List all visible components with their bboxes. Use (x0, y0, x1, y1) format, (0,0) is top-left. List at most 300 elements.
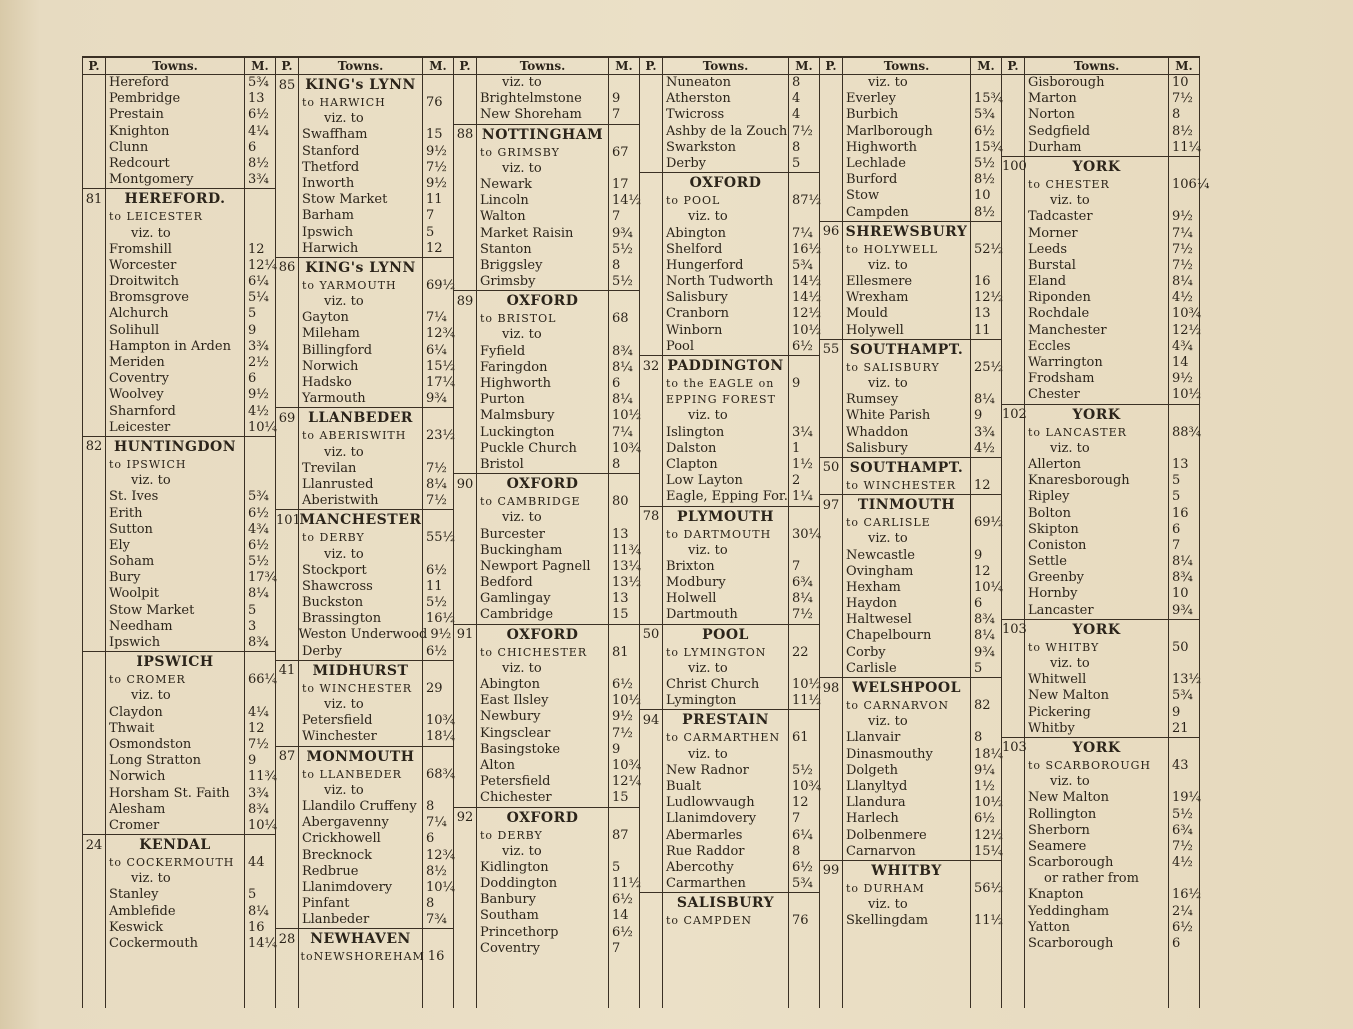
route-destination-row (820, 880, 1004, 897)
town-row (640, 241, 822, 258)
route-destination: to DERBY (480, 828, 543, 842)
spacer (276, 713, 298, 729)
route-block (820, 75, 1004, 221)
town-miles: 10½ (612, 693, 642, 709)
route-destination-row (276, 277, 456, 294)
town-row (1002, 807, 1199, 823)
town-miles: 7 (612, 209, 621, 225)
town-miles: 8¼ (612, 359, 633, 375)
spacer (276, 644, 298, 660)
town-name: Pickering (1028, 704, 1091, 720)
town-miles: 9½ (1172, 209, 1193, 225)
route-block (640, 355, 819, 506)
town-miles: 8¾ (612, 343, 633, 359)
town-name: Hadsko (302, 375, 352, 390)
town-miles: 11½ (974, 913, 1004, 929)
spacer (1002, 290, 1024, 306)
town-row (454, 107, 639, 123)
route-block (276, 407, 456, 509)
town-miles: 3¾ (974, 424, 995, 440)
town-row (83, 737, 275, 753)
town-row (454, 892, 639, 908)
spacer (276, 681, 298, 697)
town-row (276, 176, 453, 192)
town-miles: 3¾ (248, 172, 269, 188)
route-destination-row (640, 645, 819, 661)
town-name: Bedford (480, 575, 533, 591)
spacer (454, 693, 476, 709)
spacer (83, 209, 105, 225)
route-origin: POOL (702, 626, 749, 643)
spacer (83, 802, 105, 818)
town-miles: 9½ (612, 709, 633, 725)
town-name: Erith (109, 505, 143, 521)
route-heading (820, 861, 1001, 881)
spacer (820, 714, 842, 730)
town-row (820, 91, 1004, 107)
route-heading (820, 678, 1001, 698)
town-name: Brixton (666, 558, 715, 574)
town-miles: 12 (792, 795, 809, 811)
town-name: Allerton (1028, 456, 1082, 472)
town-name: Norwich (302, 358, 359, 374)
town-miles: 7½ (426, 159, 447, 175)
spacer (1169, 193, 1199, 209)
town-name: Holywell (846, 322, 904, 338)
route-origin: HEREFORD. (124, 191, 226, 208)
spacer (83, 871, 105, 887)
route-origin: YORK (1072, 739, 1121, 756)
spacer (276, 95, 298, 111)
town-miles: 5 (1172, 489, 1181, 505)
town-name: St. Ives (109, 489, 159, 505)
town-row (454, 925, 639, 941)
route-origin: PLYMOUTH (676, 508, 775, 525)
town-name: Woolvey (109, 387, 164, 403)
town-miles: 1½ (974, 778, 995, 794)
route-total-miles: 87 (612, 827, 629, 843)
town-miles: 10 (974, 188, 991, 204)
spacer (1002, 538, 1024, 554)
route-heading (276, 510, 453, 530)
town-miles: 15½ (426, 358, 456, 374)
town-miles: 8 (792, 843, 801, 859)
route-block (820, 457, 1001, 494)
town-row (820, 579, 1004, 596)
town-row (276, 627, 453, 643)
road-table (82, 56, 1210, 1008)
town-row (820, 564, 1001, 580)
town-miles: 7 (792, 558, 801, 574)
route-total-miles: 29 (426, 680, 443, 696)
town-name: Cranborn (666, 306, 730, 322)
spacer (276, 375, 298, 391)
via-label-row (820, 714, 1001, 730)
town-row (276, 563, 453, 579)
town-miles: 5¾ (248, 75, 269, 90)
town-row (276, 208, 453, 224)
via-label: viz. to (688, 209, 728, 225)
town-row (640, 306, 822, 322)
town-miles: 10¾ (792, 778, 822, 794)
spacer (423, 111, 453, 127)
towns-header: Towns. (1073, 59, 1120, 73)
spacer (640, 730, 662, 746)
via-label-row (83, 226, 275, 242)
spacer (820, 140, 842, 156)
town-row (820, 596, 1001, 612)
town-row (640, 860, 819, 876)
town-name: Christ Church (666, 677, 760, 692)
route-heading (1002, 405, 1199, 425)
town-row (454, 408, 642, 424)
town-name: Burford (846, 172, 898, 188)
town-name: Leicester (109, 419, 171, 435)
via-label-row (820, 376, 1001, 392)
spacer (1002, 177, 1024, 193)
town-miles: 11 (426, 578, 443, 594)
spacer (423, 783, 453, 799)
route-destination-row (640, 526, 822, 543)
town-miles: 7½ (1172, 241, 1193, 257)
town-miles: 2½ (248, 355, 269, 370)
towns-header: Towns. (702, 59, 749, 73)
spacer (640, 156, 662, 172)
route-destination: toNEWSHOREHAM (300, 950, 425, 964)
town-name: Amblefide (109, 903, 176, 919)
spacer (83, 323, 105, 339)
spacer (640, 258, 662, 274)
route-destination: to POOL (666, 194, 721, 208)
via-label: viz. to (688, 542, 728, 558)
town-row (820, 763, 1001, 779)
town-row (276, 579, 453, 595)
town-miles: 11¾ (612, 542, 642, 558)
town-row (820, 124, 1001, 140)
spacer (1002, 242, 1024, 258)
town-name: Abercothy (666, 859, 734, 875)
town-name: Riponden (1028, 290, 1091, 306)
town-name: Campden (846, 204, 909, 220)
town-row (454, 591, 639, 607)
route-total-miles: 67 (612, 144, 629, 160)
spacer (820, 730, 842, 746)
town-name: Winborn (666, 322, 723, 338)
town-row (454, 344, 639, 360)
spacer (276, 949, 297, 965)
town-miles: 6¼ (248, 274, 269, 290)
spacer (820, 376, 842, 392)
town-name: Abermarles (666, 827, 743, 843)
town-row (454, 376, 639, 392)
via-label-row (820, 531, 1001, 547)
spacer (83, 936, 105, 952)
route-destination-row (276, 95, 453, 111)
spacer (454, 344, 476, 360)
town-row (1002, 457, 1199, 473)
spacer (454, 425, 476, 441)
town-name: Chester (1028, 387, 1080, 403)
town-row (83, 91, 275, 107)
spacer (1002, 226, 1024, 242)
spacer (83, 737, 105, 753)
route-heading (640, 710, 819, 730)
spacer (83, 290, 105, 306)
spacer (820, 645, 842, 661)
route-page-number: 28 (278, 931, 296, 947)
route-origin: SHREWSBURY (845, 223, 968, 240)
spacer (640, 527, 662, 543)
town-name: Kidlington (480, 859, 549, 875)
town-miles: 5 (248, 602, 257, 618)
spacer (83, 554, 105, 570)
town-miles: 5¾ (1172, 688, 1193, 704)
route-destination: to CAMBRIDGE (480, 495, 581, 509)
town-row (276, 815, 453, 831)
town-row (820, 548, 1001, 564)
town-row (83, 404, 275, 420)
town-name: Llanvair (846, 730, 901, 746)
town-miles: 3¼ (792, 424, 813, 440)
town-name: Llanrusted (302, 476, 374, 492)
spacer (1002, 936, 1024, 952)
spacer (1002, 570, 1024, 586)
spacer (454, 226, 476, 242)
spacer (83, 75, 105, 91)
town-name: Gamlingay (480, 591, 551, 607)
town-row (276, 343, 453, 359)
route-destination-row (820, 359, 1004, 376)
spacer (245, 688, 275, 704)
town-name: Llanbeder (302, 912, 370, 928)
town-name: Stanton (480, 241, 532, 257)
route-block (276, 75, 453, 257)
route-page-number: 85 (278, 77, 296, 93)
town-name: Durham (1028, 139, 1082, 155)
town-miles: 8¾ (974, 612, 995, 628)
via-label-row (1002, 441, 1199, 457)
spacer (454, 510, 476, 526)
town-name: Cromer (109, 817, 160, 833)
town-row (640, 763, 819, 779)
route-origin: IPSWICH (136, 654, 214, 671)
spacer (83, 603, 105, 619)
town-row (83, 257, 278, 274)
town-row (454, 360, 639, 376)
town-miles: 4 (792, 91, 801, 107)
route-page-number: 32 (642, 358, 660, 374)
town-name: Wrexham (846, 290, 909, 306)
town-miles: 5¾ (792, 257, 813, 273)
town-miles: 21 (1172, 720, 1189, 736)
route-origin: YORK (1072, 621, 1121, 638)
town-row (454, 607, 639, 623)
town-miles: 8 (1172, 107, 1181, 123)
town-miles: 2 (792, 473, 801, 489)
town-name: Derby (302, 643, 342, 659)
spacer (971, 897, 1001, 913)
via-label-row (1002, 656, 1199, 672)
town-miles: 9¾ (1172, 602, 1193, 618)
town-name: Abergavenny (302, 815, 389, 831)
town-miles: 7 (1172, 537, 1181, 553)
spacer (640, 828, 662, 844)
route-destination-row (1002, 424, 1202, 441)
spacer (454, 876, 476, 892)
spacer (640, 306, 662, 322)
town-miles: 9 (612, 91, 621, 107)
town-name: Weston Underwood (298, 627, 428, 643)
route-page-number: 97 (822, 497, 840, 513)
town-name: Whaddon (846, 424, 909, 440)
route-block (83, 651, 278, 834)
town-miles: 9½ (1172, 371, 1193, 387)
spacer (1002, 688, 1024, 704)
route-page-number: 103 (1002, 622, 1027, 638)
route-destination: to CARNARVON (846, 699, 950, 712)
route-destination-row (276, 949, 453, 965)
town-miles: 5½ (792, 762, 813, 778)
town-name: Long Stratton (109, 753, 202, 769)
town-row (83, 570, 278, 586)
town-row (454, 91, 639, 107)
town-miles: 18¼ (426, 729, 456, 745)
town-name: Alchurch (109, 306, 169, 322)
town-name: Newark (480, 176, 533, 192)
spacer (820, 828, 842, 844)
route-block (276, 257, 456, 408)
spacer (454, 828, 476, 844)
spacer (640, 607, 662, 623)
via-label: viz. to (868, 714, 908, 730)
via-label-row (820, 897, 1001, 913)
spacer (971, 258, 1001, 274)
route-list (640, 75, 822, 929)
town-name: Manchester (1028, 322, 1107, 338)
via-label: viz. to (324, 782, 364, 798)
town-name: Stanford (302, 143, 360, 159)
route-destination-row (83, 209, 275, 225)
spacer (454, 645, 476, 661)
spacer (971, 75, 1001, 91)
spacer (454, 392, 476, 408)
spacer (276, 767, 298, 783)
spacer (83, 887, 105, 903)
town-miles: 15 (612, 607, 629, 623)
town-name: Hereford (109, 75, 170, 90)
town-name: Brightelmstone (480, 91, 582, 107)
town-miles: 4½ (1172, 855, 1193, 871)
route-page-number: 81 (85, 191, 103, 207)
town-row (820, 795, 1004, 811)
page-header: P. (640, 58, 663, 74)
town-name: Dalston (666, 440, 717, 456)
spacer (1002, 323, 1024, 339)
via-label: viz. to (1050, 193, 1090, 209)
route-destination: to LANCASTER (1028, 425, 1127, 439)
town-miles: 10¼ (426, 879, 456, 895)
spacer (454, 527, 476, 543)
via-label: viz. to (324, 444, 364, 460)
spacer (276, 144, 298, 160)
town-name: Billingford (302, 342, 373, 358)
spacer (640, 124, 662, 140)
spacer (820, 441, 842, 457)
spacer (276, 343, 298, 359)
town-miles: 7 (612, 940, 621, 956)
spacer (83, 635, 105, 651)
miles-header: M. (422, 58, 453, 74)
town-row (83, 323, 275, 339)
spacer (83, 769, 105, 785)
town-miles: 15 (612, 790, 629, 806)
route-block (276, 509, 456, 660)
route-origin: SOUTHAMPT. (849, 459, 964, 476)
town-row (640, 425, 819, 441)
town-name: Dolgeth (846, 762, 899, 778)
town-row (83, 904, 275, 920)
spacer (1002, 91, 1024, 107)
town-name: Warrington (1028, 355, 1103, 370)
route-destination: to LYMINGTON (666, 645, 767, 659)
town-row (83, 306, 275, 322)
route-heading (276, 408, 453, 428)
town-row (640, 828, 819, 844)
town-row (83, 339, 275, 355)
town-name: Pembridge (109, 91, 181, 107)
town-miles: 10½ (792, 322, 822, 338)
spacer (276, 111, 298, 127)
town-miles: 12 (248, 241, 265, 257)
town-miles: 7½ (248, 736, 269, 752)
town-miles: 6 (248, 139, 257, 155)
town-name: Leeds (1028, 241, 1068, 257)
via-label: viz. to (502, 160, 542, 176)
town-row (454, 575, 642, 591)
route-block (640, 75, 819, 172)
spacer (276, 848, 298, 864)
spacer (83, 274, 105, 290)
town-row (1002, 705, 1199, 721)
town-row (820, 107, 1001, 123)
town-row (276, 461, 453, 477)
town-row (83, 522, 275, 538)
town-miles: 8¾ (1172, 570, 1193, 586)
town-name: Pool (666, 338, 695, 354)
spacer (640, 209, 662, 225)
towns-header: Towns. (152, 59, 198, 73)
route-destination: to SALISBURY (846, 360, 940, 374)
town-row (454, 242, 639, 258)
spacer (640, 860, 662, 876)
town-miles: 4½ (248, 403, 269, 419)
route-heading (640, 507, 819, 527)
spacer (1169, 656, 1199, 672)
route-page-number: 100 (1002, 159, 1027, 175)
town-miles: 1½ (792, 456, 813, 472)
town-name: Highworth (846, 139, 917, 155)
town-row (640, 489, 819, 505)
town-miles: 17¾ (248, 570, 278, 586)
town-miles: 4 (792, 107, 801, 123)
spacer (83, 420, 105, 436)
town-row (820, 290, 1004, 306)
town-row (454, 790, 639, 806)
spacer (820, 408, 842, 424)
route-destination: to LEICESTER (109, 210, 203, 224)
route-total-miles: 9 (792, 376, 801, 391)
town-row (83, 371, 275, 387)
